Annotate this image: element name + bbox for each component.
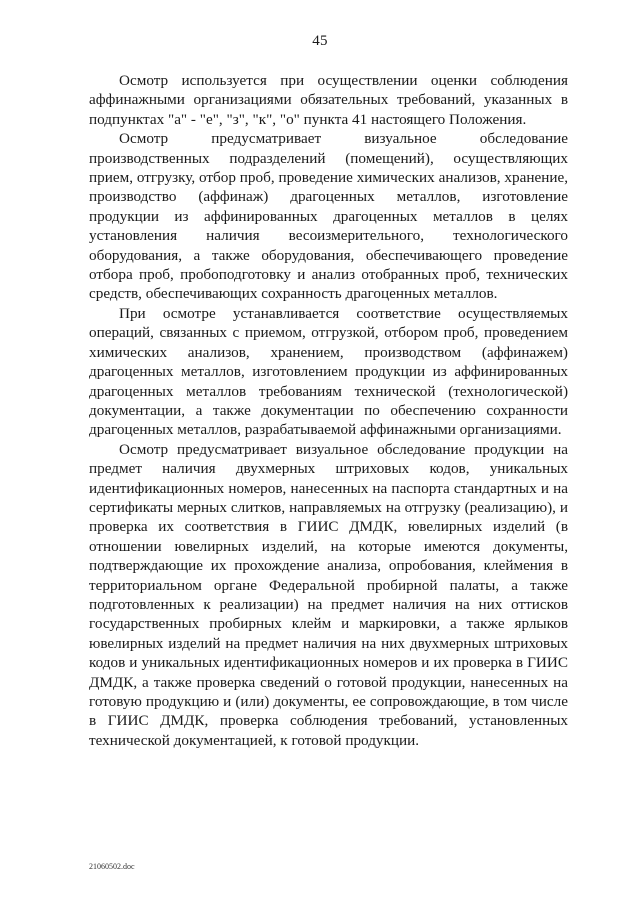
page-number: 45 [312, 33, 328, 49]
paragraph-3: При осмотре устанавливается соответствие осуществляемых операций, связанных с приемом, отгрузкой, отбором проб, проведением химических анализов, хранением, производством (аффинажем) драгоценных металлов, изготовлением продукции из аффинированных драгоценных металлов требованиям технической (технологической) документации, а также документации по обеспечению сохранности драгоценных металлов, разрабатываемой аффинажными организациями. [89, 304, 568, 439]
paragraph-1: Осмотр используется при осуществлении оценки соблюдения аффинажными организациями обязательных требований, указанных в подпунктах "а" - "е", "з", "к", "о" пункта 41 настоящего Положения. [89, 72, 568, 128]
paragraph-4: Осмотр предусматривает визуальное обследование продукции на предмет наличия двухмерных штриховых кодов, уникальных идентификационных номеров, нанесенных на паспорта стандартных и на сертификаты мерных слитков, направляемых на отгрузку (реализацию), и проверка их соответствия в ГИИС ДМДК, ювелирных изделий (в отношении ювелирных изделий, на которые имеются документы, подтверждающие их прохождение анализа, опробования, клеймения в территориальном органе Федеральной пробирной палаты, а также подготовленных к реализации) на предмет наличия на них оттисков государственных пробирных клейм и маркировки, а также ярлыков ювелирных изделий на предмет наличия на них двухмерных штриховых кодов и уникальных идентификационных номеров и их проверка в ГИИС ДМДК, а также проверка сведений о готовой продукции, нанесенных на готовую продукцию и (или) документы, ее сопровождающие, в том числе в ГИИС ДМДК, проверка соблюдения требований, установленных технической документацией, к готовой продукции. [89, 440, 568, 749]
document-body [89, 71, 568, 750]
paragraph-2: Осмотр предусматривает визуальное обследование производственных подразделений (помещений), осуществляющих прием, отгрузку, отбор проб, проведение химических анализов, хранение, производство (аффинаж) драгоценных металлов, изготовление продукции из аффинированных драгоценных металлов в целях установления наличия весоизмерительного, технологического оборудования, а также оборудования, обеспечивающего проведение отбора проб, пробоподготовку и анализ отобранных проб, технических средств, обеспечивающих сохранность драгоценных металлов. [89, 130, 568, 303]
footer-file-code: 21060502.doc [89, 862, 135, 871]
